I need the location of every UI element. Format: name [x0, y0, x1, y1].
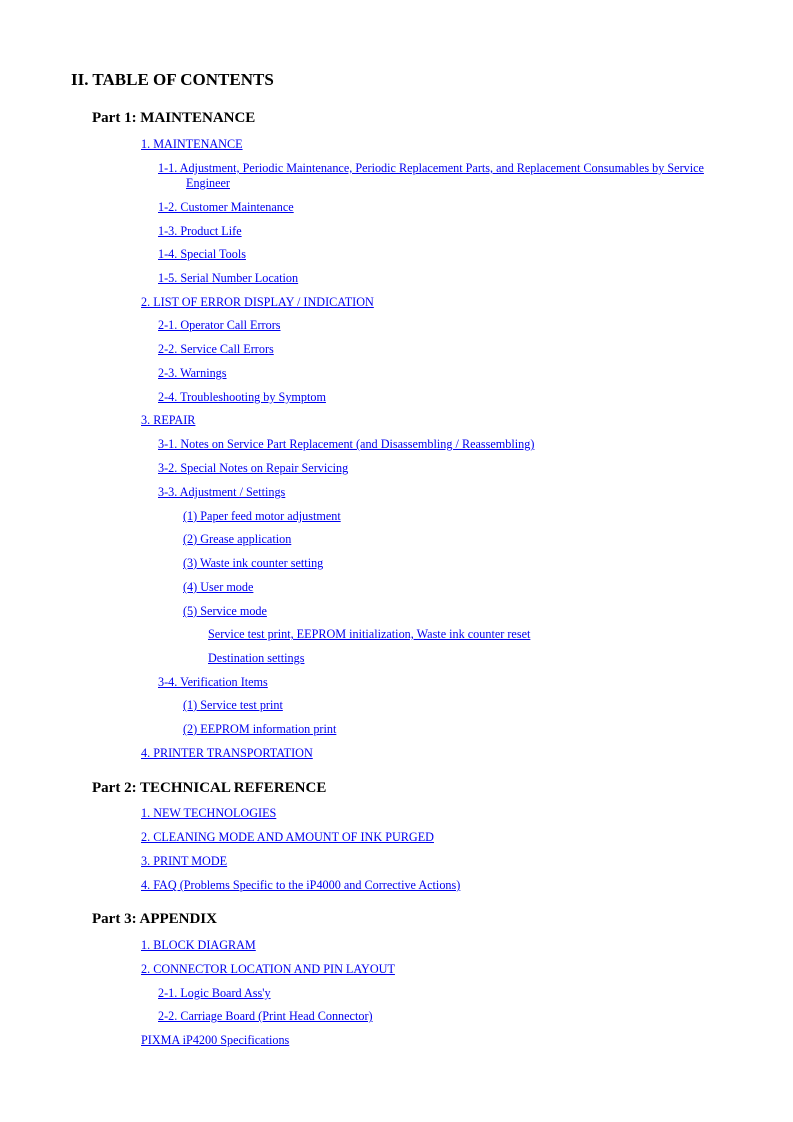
toc-link-eeprom-information-print[interactable]: (2) EEPROM information print — [183, 722, 337, 736]
toc-link-pixma-specifications[interactable]: PIXMA iP4200 Specifications — [141, 1033, 290, 1047]
toc-link-serial-number-location[interactable]: 1-5. Serial Number Location — [158, 271, 299, 285]
part-2-heading: Part 2: TECHNICAL REFERENCE — [92, 780, 327, 796]
toc-link-special-tools[interactable]: 1-4. Special Tools — [158, 247, 246, 261]
toc-link-adjustment-periodic[interactable]: 1-1. Adjustment, Periodic Maintenance, Periodic Replacement Parts, and Replacement Consumables by Service Engineer — [158, 161, 704, 190]
toc-link-connector-location[interactable]: 2. CONNECTOR LOCATION AND PIN LAYOUT — [141, 962, 395, 976]
toc-link-paper-feed-motor[interactable]: (1) Paper feed motor adjustment — [183, 509, 341, 523]
toc-link-repair[interactable]: 3. REPAIR — [141, 413, 196, 427]
toc-link-new-technologies[interactable]: 1. NEW TECHNOLOGIES — [141, 806, 277, 820]
toc-link-operator-call-errors[interactable]: 2-1. Operator Call Errors — [158, 318, 281, 332]
toc-link-troubleshooting[interactable]: 2-4. Troubleshooting by Symptom — [158, 390, 326, 404]
toc-link-carriage-board[interactable]: 2-2. Carriage Board (Print Head Connector) — [158, 1009, 373, 1023]
toc-link-cleaning-mode[interactable]: 2. CLEANING MODE AND AMOUNT OF INK PURGED — [141, 830, 434, 844]
toc-link-adjustment-settings[interactable]: 3-3. Adjustment / Settings — [158, 485, 286, 499]
toc-link-logic-board[interactable]: 2-1. Logic Board Ass'y — [158, 986, 271, 1000]
page-title: II. TABLE OF CONTENTS — [71, 70, 274, 89]
toc-link-product-life[interactable]: 1-3. Product Life — [158, 224, 242, 238]
toc-link-grease-application[interactable]: (2) Grease application — [183, 532, 292, 546]
toc-link-faq[interactable]: 4. FAQ (Problems Specific to the iP4000 and Corrective Actions) — [141, 878, 461, 892]
toc-link-customer-maintenance[interactable]: 1-2. Customer Maintenance — [158, 200, 294, 214]
toc-link-maintenance[interactable]: 1. MAINTENANCE — [141, 137, 243, 151]
toc-link-service-call-errors[interactable]: 2-2. Service Call Errors — [158, 342, 274, 356]
toc-link-waste-ink-counter-setting[interactable]: (3) Waste ink counter setting — [183, 556, 324, 570]
toc-link-service-part-replacement[interactable]: 3-1. Notes on Service Part Replacement (and Disassembling / Reassembling) — [158, 437, 535, 451]
toc-link-print-mode[interactable]: 3. PRINT MODE — [141, 854, 228, 868]
toc-link-user-mode[interactable]: (4) User mode — [183, 580, 254, 594]
toc-link-special-notes-repair[interactable]: 3-2. Special Notes on Repair Servicing — [158, 461, 349, 475]
toc-link-error-display[interactable]: 2. LIST OF ERROR DISPLAY / INDICATION — [141, 295, 374, 309]
toc-link-verification-items[interactable]: 3-4. Verification Items — [158, 675, 268, 689]
toc-link-block-diagram[interactable]: 1. BLOCK DIAGRAM — [141, 938, 256, 952]
toc-link-destination-settings[interactable]: Destination settings — [208, 651, 305, 665]
toc-link-printer-transportation[interactable]: 4. PRINTER TRANSPORTATION — [141, 746, 313, 760]
toc-link-service-test-print-eeprom[interactable]: Service test print, EEPROM initialization, Waste ink counter reset — [208, 627, 531, 641]
toc-link-warnings[interactable]: 2-3. Warnings — [158, 366, 227, 380]
part-3-heading: Part 3: APPENDIX — [92, 911, 217, 927]
part-1-heading: Part 1: MAINTENANCE — [92, 110, 256, 126]
toc-link-service-test-print[interactable]: (1) Service test print — [183, 698, 283, 712]
toc-link-service-mode[interactable]: (5) Service mode — [183, 604, 267, 618]
